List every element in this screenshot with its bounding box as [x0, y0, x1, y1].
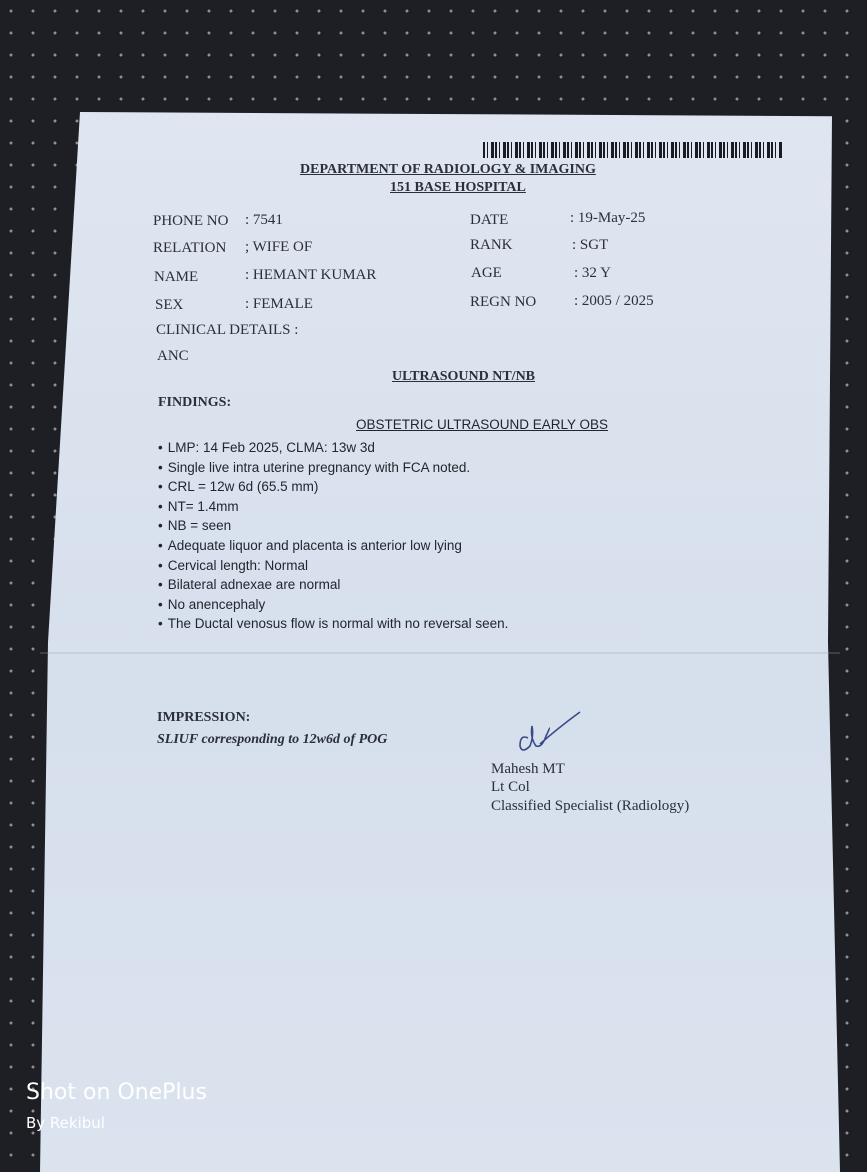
exam-title: ULTRASOUND NT/NB: [392, 369, 536, 384]
impression-label: IMPRESSION:: [157, 710, 251, 725]
camera-watermark-title: Shot on OnePlus: [26, 1080, 207, 1105]
finding-item: • Single live intra uterine pregnancy with FCA noted.: [158, 458, 508, 478]
barcode: [483, 142, 783, 158]
finding-item: • NT= 1.4mm: [158, 497, 508, 517]
finding-item: • Cervical length: Normal: [158, 556, 508, 576]
signatory-title: Classified Specialist (Radiology): [491, 798, 690, 814]
date-value: : 19-May-25: [570, 210, 646, 226]
signature-scribble: [510, 710, 590, 760]
finding-item: • Bilateral adnexae are normal: [158, 575, 508, 595]
finding-item: • LMP: 14 Feb 2025, CLMA: 13w 3d: [158, 438, 508, 458]
age-label: AGE: [471, 265, 502, 281]
phone-label: PHONE NO: [153, 213, 229, 229]
findings-label: FINDINGS:: [158, 395, 232, 410]
camera-watermark-by: By Rekibul: [26, 1114, 105, 1132]
age-value: : 32 Y: [574, 265, 611, 281]
paper-fold-line: [40, 652, 840, 654]
finding-item: • The Ductal venosus flow is normal with no reversal seen.: [158, 614, 508, 634]
signatory-rank: Lt Col: [491, 779, 530, 795]
sex-value: : FEMALE: [245, 296, 313, 312]
rank-value: : SGT: [572, 237, 609, 253]
findings-subtitle: OBSTETRIC ULTRASOUND EARLY OBS: [356, 417, 609, 432]
signatory-name: Mahesh MT: [491, 761, 565, 777]
finding-item: • No anencephaly: [158, 595, 508, 615]
date-label: DATE: [470, 212, 509, 228]
finding-item: • Adequate liquor and placenta is anterior low lying: [158, 536, 508, 556]
sex-label: SEX: [155, 297, 184, 313]
department-heading: DEPARTMENT OF RADIOLOGY & IMAGING: [300, 162, 596, 177]
impression-value: SLIUF corresponding to 12w6d of POG: [157, 732, 388, 747]
clinical-details-value: ANC: [157, 348, 189, 364]
rank-label: RANK: [470, 237, 513, 253]
clinical-details-label: CLINICAL DETAILS :: [156, 322, 299, 338]
regn-label: REGN NO: [470, 294, 537, 310]
finding-item: • NB = seen: [158, 516, 508, 536]
name-value: : HEMANT KUMAR: [245, 267, 377, 283]
hospital-heading: 151 BASE HOSPITAL: [390, 180, 526, 195]
relation-value: ; WIFE OF: [245, 239, 313, 255]
regn-value: : 2005 / 2025: [574, 293, 654, 309]
findings-list: [158, 438, 508, 634]
finding-item: • CRL = 12w 6d (65.5 mm): [158, 477, 508, 497]
phone-value: : 7541: [245, 212, 283, 228]
relation-label: RELATION: [153, 240, 227, 256]
name-label: NAME: [154, 269, 199, 285]
